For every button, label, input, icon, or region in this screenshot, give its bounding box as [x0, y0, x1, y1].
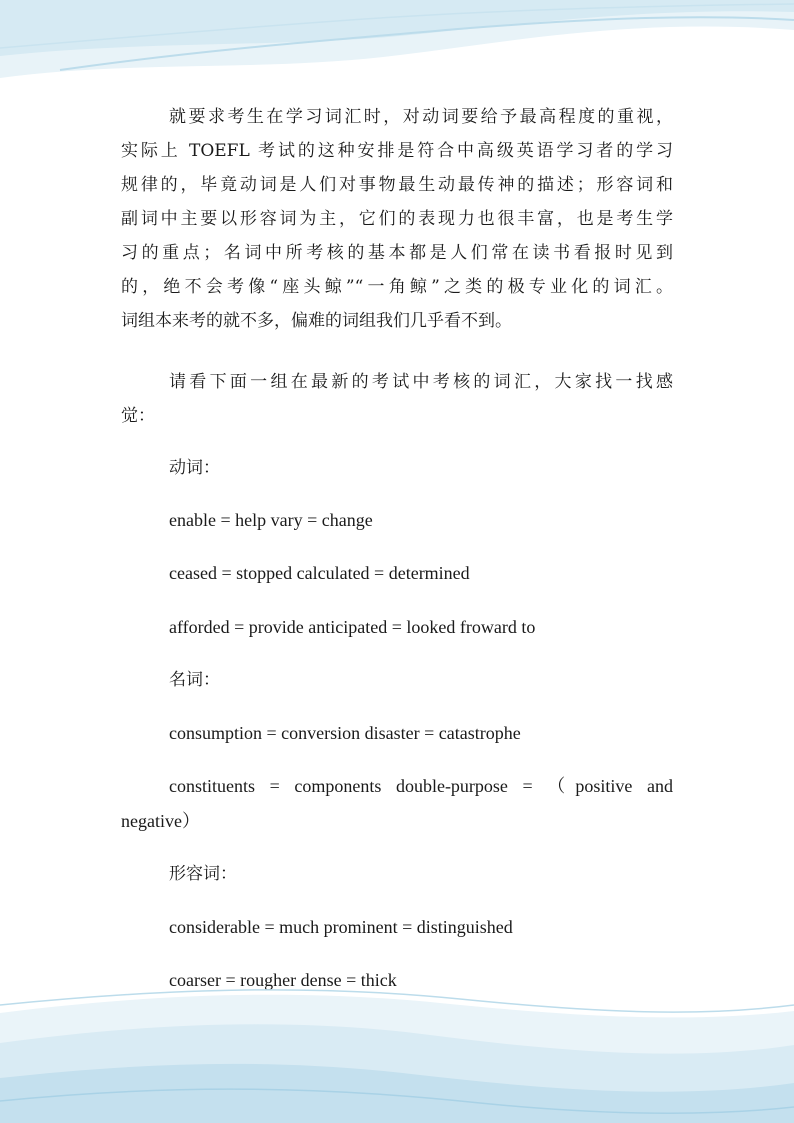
paragraph-line: 实际上 TOEFL 考试的这种安排是符合中高级英语学习者的学习	[121, 141, 673, 161]
vocab-line: considerable = much prominent = distinguished	[169, 917, 513, 937]
paragraph-line: 习的重点；名词中所考核的基本都是人们常在读书看报时见到	[121, 243, 673, 263]
verbs-heading: 动词：	[169, 458, 220, 478]
paragraph-line: 副词中主要以形容词为主，它们的表现力也很丰富，也是考生学	[121, 209, 673, 229]
paragraph-2	[121, 365, 673, 433]
paragraph-line: 觉：	[121, 406, 155, 426]
vocab-line-continuation: negative）	[121, 811, 200, 831]
vocab-line: coarser = rougher dense = thick	[169, 970, 397, 990]
paragraph-line: 规律的，毕竟动词是人们对事物最生动最传神的描述；形容词和	[121, 175, 673, 195]
paragraph-line: 就要求考生在学习词汇时，对动词要给予最高程度的重视，	[169, 107, 673, 127]
paragraph-1	[121, 100, 673, 338]
paragraph-line: 的，绝不会考像“座头鲸”“一角鲸”之类的极专业化的词汇。	[121, 277, 673, 297]
vocab-wrap-block	[121, 768, 673, 804]
vocab-line: ceased = stopped calculated = determined	[169, 563, 470, 583]
vocab-line: constituents = components double-purpose = （positive and	[169, 776, 673, 796]
vocab-line: afforded = provide anticipated = looked froward to	[169, 617, 536, 637]
adjectives-heading: 形容词：	[169, 864, 237, 884]
top-wave-decoration	[0, 0, 794, 95]
paragraph-line: 请看下面一组在最新的考试中考核的词汇，大家找一找感	[169, 372, 673, 392]
vocab-line: enable = help vary = change	[169, 510, 373, 530]
nouns-heading: 名词：	[169, 670, 220, 690]
vocab-line: consumption = conversion disaster = catastrophe	[169, 723, 521, 743]
bottom-wave-decoration	[0, 983, 794, 1123]
paragraph-line: 词组本来考的就不多，偏难的词组我们几乎看不到。	[121, 311, 512, 331]
